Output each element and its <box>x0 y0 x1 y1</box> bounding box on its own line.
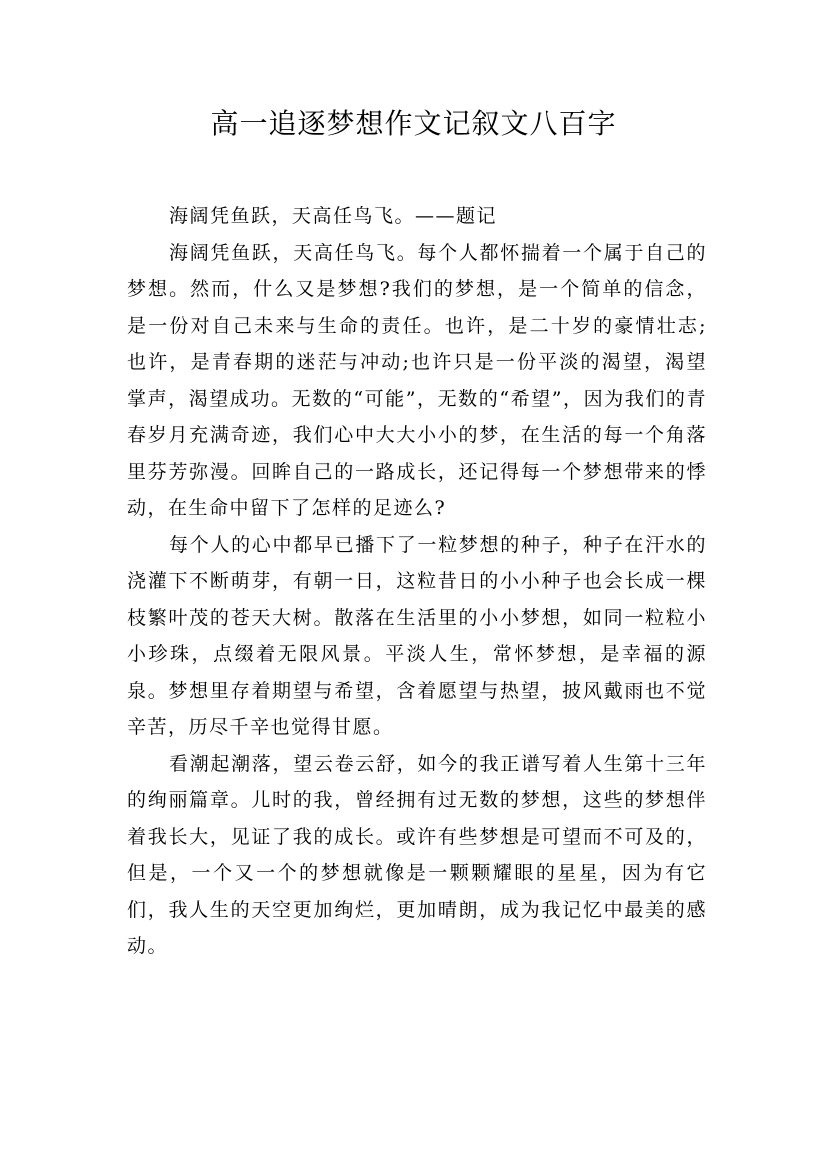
epigraph-paragraph: 海阔凭鱼跃，天高任鸟飞。——题记 <box>169 205 498 227</box>
body-paragraph-1: 海阔凭鱼跃，天高任鸟飞。每个人都怀揣着一个属于自己的梦想。然而，什么又是梦想?我们的梦想，是一个简单的信念，是一份对自己未来与生命的责任。也许，是二十岁的豪情壮志;也许，是青春期的迷茫与冲动;也许只是一份平淡的渴望，渴望掌声，渴望成功。无数的“可能”，无数的“希望”，因为我们的青春岁月充满奇迹，我们心中大大小小的梦，在生活的每一个角落里芬芳弥漫。回眸自己的一路成长，还记得每一个梦想带来的悸动，在生命中留下了怎样的足迹么? <box>127 241 707 519</box>
document-body <box>127 198 707 965</box>
body-paragraph-2: 每个人的心中都早已播下了一粒梦想的种子，种子在汗水的浇灌下不断萌芽，有朝一日，这粒昔日的小小种子也会长成一棵枝繁叶茂的苍天大树。散落在生活里的小小梦想，如同一粒粒小小珍珠，点缀着无限风景。平淡人生，常怀梦想，是幸福的源泉。梦想里存着期望与希望，含着愿望与热望，披风戴雨也不觉辛苦，历尽千辛也觉得甘愿。 <box>127 533 707 738</box>
body-paragraph-3: 看潮起潮落，望云卷云舒，如今的我正谱写着人生第十三年的绚丽篇章。儿时的我，曾经拥有过无数的梦想，这些的梦想伴着我长大，见证了我的成长。或许有些梦想是可望而不可及的，但是，一个又一个的梦想就像是一颗颗耀眼的星星，因为有它们，我人生的天空更加绚烂，更加晴朗，成为我记忆中最美的感动。 <box>127 752 707 957</box>
document-title: 高一追逐梦想作文记叙文八百字 <box>210 107 617 140</box>
